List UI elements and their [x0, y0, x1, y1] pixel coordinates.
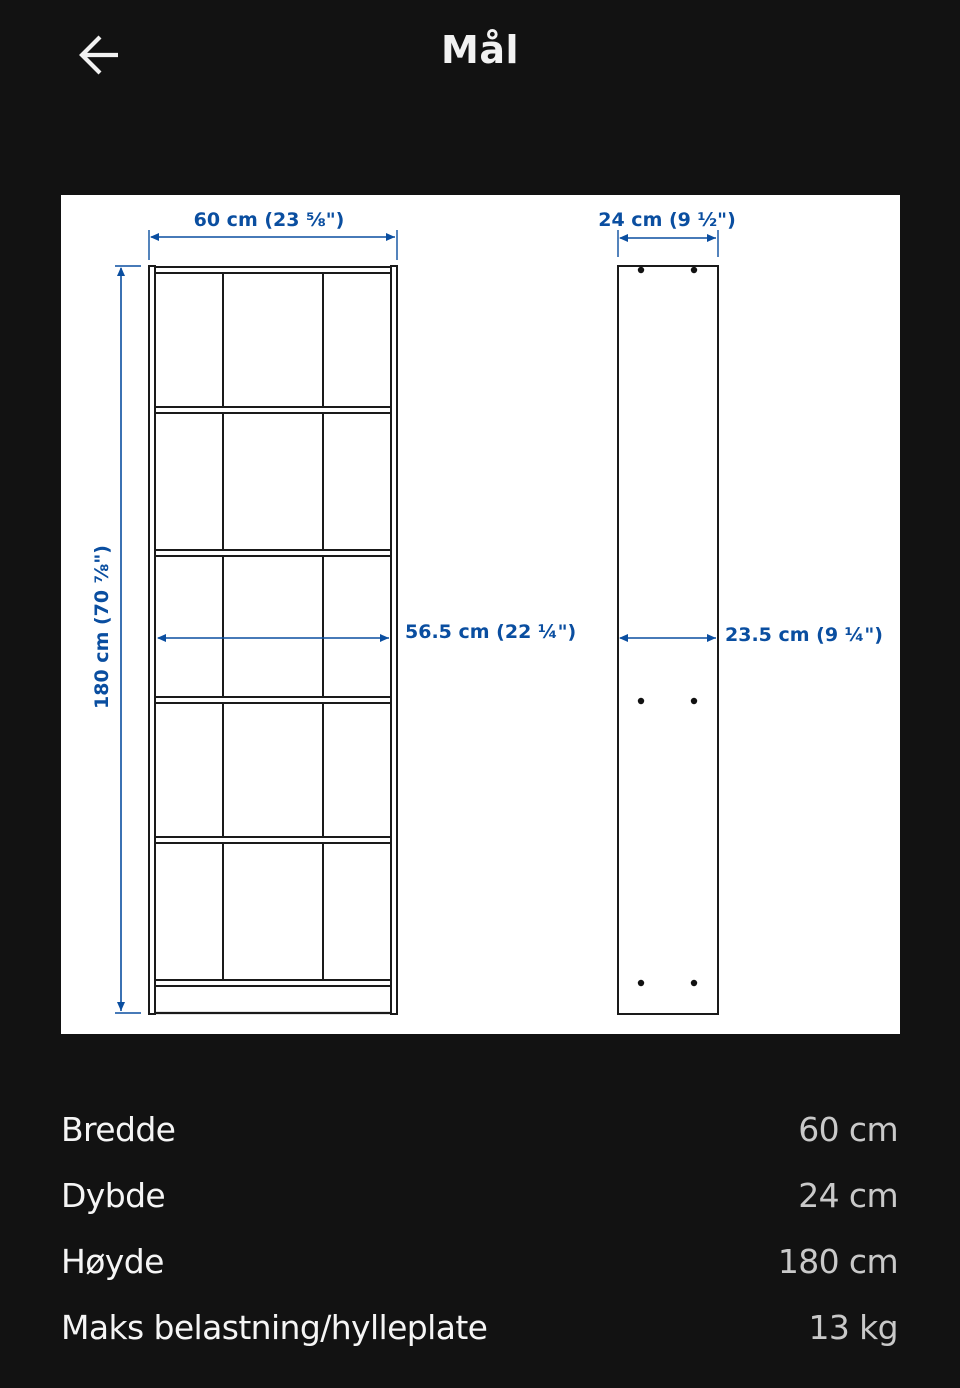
spec-row-max-load: [61, 1294, 898, 1360]
spec-label: Dybde: [61, 1175, 166, 1215]
specs-list: [61, 1096, 898, 1360]
spec-row-depth: [61, 1162, 898, 1228]
spec-label: Høyde: [61, 1241, 164, 1281]
inner-width-dimension-label: 56.5 cm (22 ¼"): [405, 621, 577, 643]
page-title: Mål: [441, 28, 519, 72]
top-bar: [0, 0, 960, 112]
bookcase-drawing: [61, 195, 900, 1034]
spec-value: 60 cm: [798, 1109, 898, 1149]
dimensions-diagram: [61, 195, 900, 1034]
spec-label: Maks belastning/hylleplate: [61, 1307, 488, 1347]
height-dimension-label: 180 cm (70 ⅞"): [91, 545, 113, 709]
spec-row-width: [61, 1096, 898, 1162]
front-view: [91, 209, 576, 1014]
width-dimension-label: 60 cm (23 ⅝"): [193, 209, 345, 231]
spec-row-height: [61, 1228, 898, 1294]
spec-value: 13 kg: [808, 1307, 898, 1347]
spec-value: 180 cm: [777, 1241, 898, 1281]
spec-value: 24 cm: [798, 1175, 898, 1215]
inner-depth-dimension-label: 23.5 cm (9 ¼"): [725, 624, 883, 646]
spec-label: Bredde: [61, 1109, 176, 1149]
depth-dimension-label: 24 cm (9 ½"): [598, 209, 736, 231]
side-view: [598, 209, 883, 1014]
